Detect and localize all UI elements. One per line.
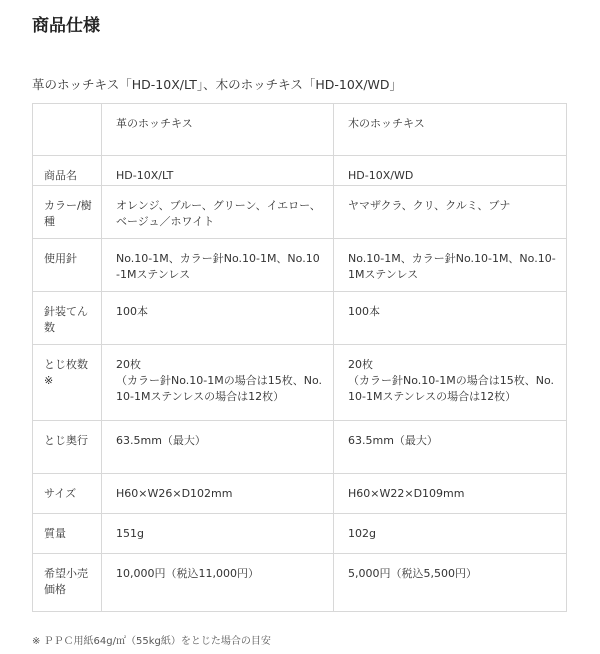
cell-leather: 20枚 （カラー針No.10-1Mの場合は15枚、No.10-1Mステンレスの場合は12枚） — [102, 345, 334, 421]
row-label: 質量 — [33, 514, 102, 554]
cell-wood: No.10-1M、カラー針No.10-1M、No.10-1Mステンレス — [334, 239, 567, 292]
cell-leather: No.10-1M、カラー針No.10-1M、No.10-1Mステンレス — [102, 239, 334, 292]
row-label: 希望小売価格 — [33, 554, 102, 612]
table-row — [33, 345, 567, 421]
row-label: 使用針 — [33, 239, 102, 292]
table-row — [33, 292, 567, 345]
table-row — [33, 421, 567, 474]
cell-leather: 10,000円（税込11,000円） — [102, 554, 334, 612]
table-row — [33, 239, 567, 292]
cell-leather: H60×W26×D102mm — [102, 474, 334, 514]
cell-wood: H60×W22×D109mm — [334, 474, 567, 514]
cell-wood: ヤマザクラ、クリ、クルミ、ブナ — [334, 186, 567, 239]
header-cell-leather: 革のホッチキス — [102, 104, 334, 156]
table-row — [33, 554, 567, 612]
row-label: とじ枚数※ — [33, 345, 102, 421]
table-row — [33, 156, 567, 186]
cell-wood: HD-10X/WD — [334, 156, 567, 186]
cell-wood: 63.5mm（最大） — [334, 421, 567, 474]
spec-table — [32, 103, 567, 612]
row-label: カラー/樹種 — [33, 186, 102, 239]
cell-wood: 5,000円（税込5,500円） — [334, 554, 567, 612]
cell-wood: 20枚 （カラー針No.10-1Mの場合は15枚、No.10-1Mステンレスの場合は12枚） — [334, 345, 567, 421]
cell-leather: 151g — [102, 514, 334, 554]
row-label: 針装てん数 — [33, 292, 102, 345]
header-cell-wood: 木のホッチキス — [334, 104, 567, 156]
row-label: 商品名 — [33, 156, 102, 186]
product-subtitle: 革のホッチキス「HD-10X/LT」、木のホッチキス「HD-10X/WD」 — [32, 77, 403, 92]
footnote: ※ ＰＰＣ用紙64g/㎡（55kg紙）をとじた場合の目安 — [32, 636, 271, 647]
row-label: とじ奥行 — [33, 421, 102, 474]
table-row — [33, 186, 567, 239]
table-row — [33, 514, 567, 554]
cell-wood: 100本 — [334, 292, 567, 345]
cell-leather: 63.5mm（最大） — [102, 421, 334, 474]
row-label: サイズ — [33, 474, 102, 514]
header-cell-empty — [33, 104, 102, 156]
page-heading: 商品仕様 — [32, 16, 100, 36]
cell-leather: HD-10X/LT — [102, 156, 334, 186]
cell-leather: オレンジ、ブルー、グリーン、イエロー、ベージュ／ホワイト — [102, 186, 334, 239]
table-row — [33, 474, 567, 514]
table-header-row — [33, 104, 567, 156]
cell-wood: 102g — [334, 514, 567, 554]
cell-leather: 100本 — [102, 292, 334, 345]
